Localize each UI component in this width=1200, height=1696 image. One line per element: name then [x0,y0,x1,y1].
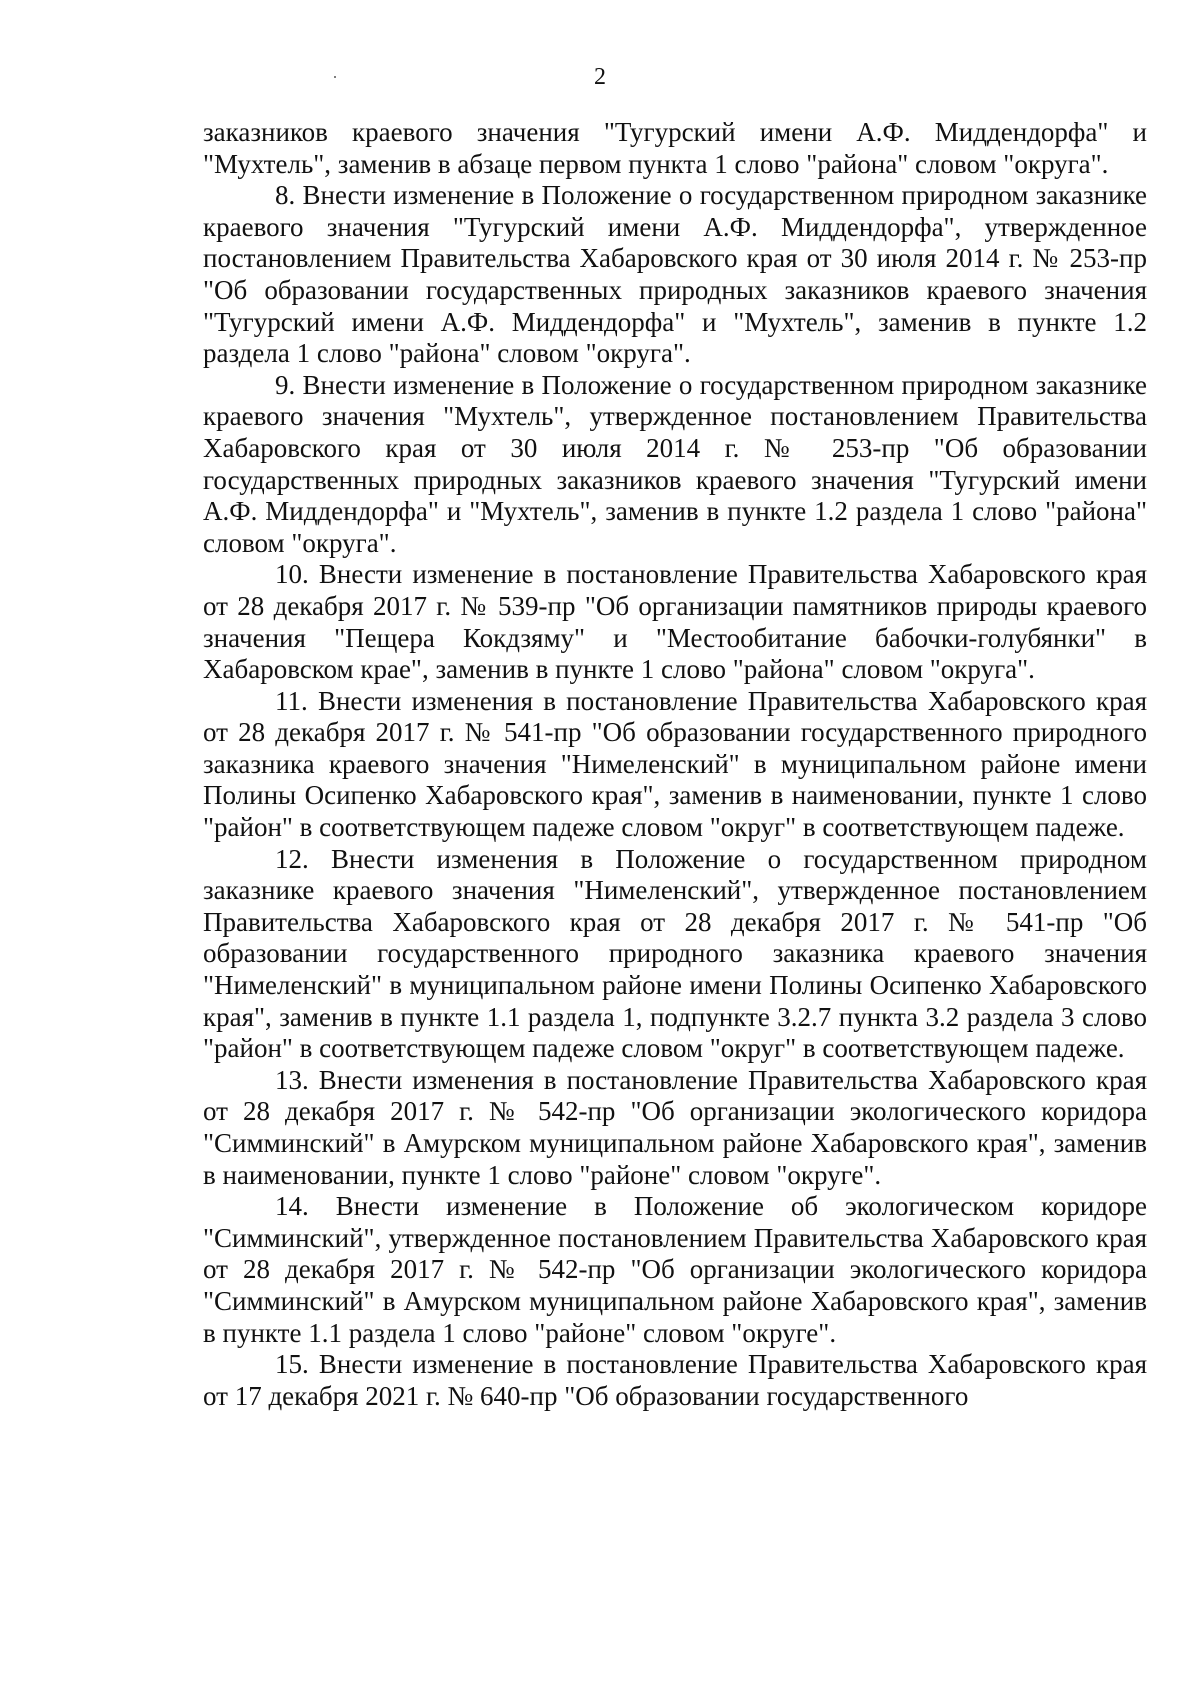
paragraph-continuation: заказников краевого значения "Тугурский имени А.Ф. Миддендорфа" и "Мухтель", заменив в абзаце первом пункта 1 слово "района" словом "округа". [203,117,1147,179]
paragraph-item-13: 13. Внести изменения в постановление Правительства Хабаровского края от 28 декабря 2017 г. № 542-пр "Об организации экологического коридора "Симминский" в Амурском муниципальном районе Хабаровского края", заменив в наименовании, пункте 1 слово "районе" словом "округе". [203,1064,1147,1190]
paragraph-item-12: 12. Внести изменения в Положение о государственном природном заказнике краевого значения "Нимеленский", утвержденное постановлением Правительства Хабаровского края от 28 декабря 2017 г. № 541-пр "Об образовании государственного природного заказника краевого значения "Нимеленский" в муниципальном районе имени Полины Осипенко Хабаровского края", заменив в пункте 1.1 раздела 1, подпункте 3.2.7 пункта 3.2 раздела 3 слово "район" в соответствующем падеже словом "округ" в соответствующем падеже. [203,843,1147,1064]
document-body [203,117,1147,1412]
paragraph-item-15: 15. Внести изменение в постановление Правительства Хабаровского края от 17 декабря 2021 г. № 640-пр "Об образовании государственного [203,1349,1147,1411]
paragraph-item-11: 11. Внести изменения в постановление Правительства Хабаровского края от 28 декабря 2017 г. № 541-пр "Об образовании государственного природного заказника краевого значения "Нимеленский" в муниципальном районе имени Полины Осипенко Хабаровского края", заменив в наименовании, пункте 1 слово "район" в соответствующем падеже словом "округ" в соответствующем падеже. [203,685,1147,843]
paragraph-item-14: 14. Внести изменение в Положение об экологическом коридоре "Симминский", утвержденное постановлением Правительства Хабаровского края от 28 декабря 2017 г. № 542-пр "Об организации экологического коридора "Симминский" в Амурском муниципальном районе Хабаровского края", заменив в пункте 1.1 раздела 1 слово "районе" словом "округе". [203,1191,1147,1348]
paragraph-item-8: 8. Внести изменение в Положение о государственном природном заказнике краевого значения "Тугурский имени А.Ф. Миддендорфа", утвержденное постановлением Правительства Хабаровского края от 30 июля 2014 г. № 253-пр "Об образовании государственных природных заказников краевого значения "Тугурский имени А.Ф. Миддендорфа" и "Мухтель", заменив в пункте 1.2 раздела 1 слово "района" словом "округа". [203,180,1147,369]
paragraph-item-9: 9. Внести изменение в Положение о государственном природном заказнике краевого значения "Мухтель", утвержденное постановлением Правительства Хабаровского края от 30 июля 2014 г. № 253-пр "Об образовании государственных природных заказников краевого значения "Тугурский имени А.Ф. Миддендорфа" и "Мухтель", заменив в пункте 1.2 раздела 1 слово "района" словом "округа". [203,369,1147,558]
paragraph-item-10: 10. Внести изменение в постановление Правительства Хабаровского края от 28 декабря 2017 г. № 539-пр "Об организации памятников природы краевого значения "Пещера Кокдзяму" и "Местообитание бабочки-голубянки" в Хабаровском крае", заменив в пункте 1 слово "района" словом "округа". [203,559,1147,685]
scan-speck [334,76,336,78]
page-number: 2 [594,64,606,90]
